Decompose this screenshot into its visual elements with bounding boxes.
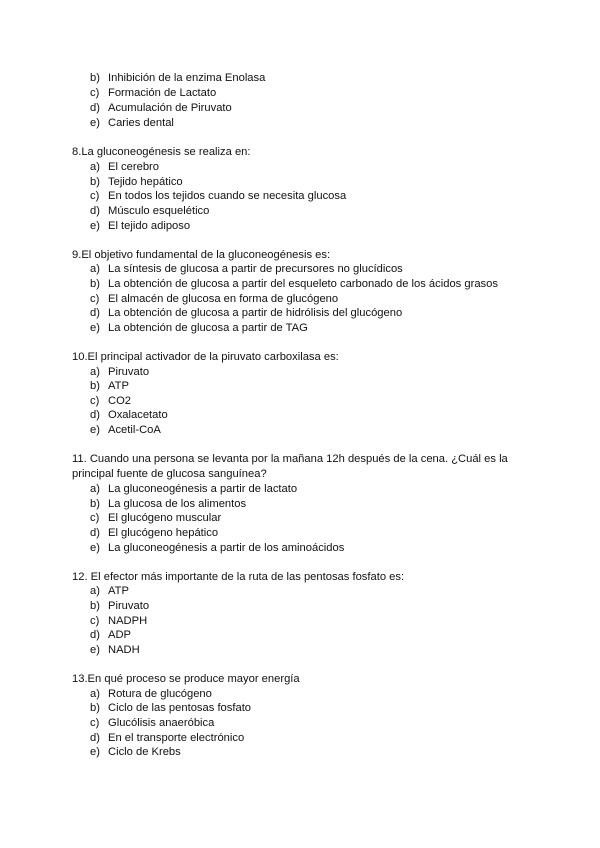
option-item: b) Ciclo de las pentosas fosfato <box>90 702 252 714</box>
option-item: a) Rotura de glucógeno <box>90 688 212 700</box>
option-item: e) Caries dental <box>90 117 174 129</box>
option-item: b) La glucosa de los alimentos <box>90 498 247 510</box>
option-item: d) Oxalacetato <box>90 409 168 421</box>
option-item: c) En todos los tejidos cuando se necesita glucosa <box>90 190 347 202</box>
option-item: a) La gluconeogénesis a partir de lactato <box>90 483 298 495</box>
option-item: d) El glucógeno hepático <box>90 527 219 539</box>
option-item: a) Piruvato <box>90 366 150 378</box>
option-item: d) ADP <box>90 629 132 641</box>
option-item: c) CO2 <box>90 395 132 407</box>
option-item: c) Glucólisis anaeróbica <box>90 717 215 729</box>
option-item: d) En el transporte electrónico <box>90 732 245 744</box>
option-item: e) El tejido adiposo <box>90 220 191 232</box>
question-11-text-continued: principal fuente de glucosa sanguínea? <box>72 468 267 480</box>
question-10-text: 10.El principal activador de la piruvato carboxilasa es: <box>72 351 339 363</box>
option-item: a) La síntesis de glucosa a partir de precursores no glucídicos <box>90 263 403 275</box>
question-9-text: 9.El objetivo fundamental de la gluconeogénesis es: <box>72 249 331 261</box>
question-12-text: 12. El efector más importante de la ruta de las pentosas fosfato es: <box>72 571 405 583</box>
question-11-text: 11. Cuando una persona se levanta por la mañana 12h después de la cena. ¿Cuál es la <box>72 453 508 465</box>
option-item: b) La obtención de glucosa a partir del esqueleto carbonado de los ácidos grasos <box>90 278 498 290</box>
option-item: b) Inhibición de la enzima Enolasa <box>90 72 266 84</box>
question-8-text: 8.La gluconeogénesis se realiza en: <box>72 146 251 158</box>
option-item: d) La obtención de glucosa a partir de hidrólisis del glucógeno <box>90 307 403 319</box>
option-item: c) Formación de Lactato <box>90 87 217 99</box>
option-item: c) NADPH <box>90 615 148 627</box>
option-item: e) La gluconeogénesis a partir de los aminoácidos <box>90 542 345 554</box>
option-item: e) Ciclo de Krebs <box>90 746 181 758</box>
option-item: e) NADH <box>90 644 140 656</box>
option-item: b) Tejido hepático <box>90 176 183 188</box>
question-13-text: 13.En qué proceso se produce mayor energía <box>72 673 300 685</box>
option-item: d) Acumulación de Piruvato <box>90 102 232 114</box>
option-item: c) El almacén de glucosa en forma de glucógeno <box>90 293 339 305</box>
option-item: b) ATP <box>90 380 129 392</box>
option-item: a) ATP <box>90 585 129 597</box>
option-item: e) Acetil-CoA <box>90 424 161 436</box>
option-item: a) El cerebro <box>90 161 159 173</box>
option-item: c) El glucógeno muscular <box>90 512 222 524</box>
option-item: e) La obtención de glucosa a partir de TAG <box>90 322 308 334</box>
option-item: b) Piruvato <box>90 600 150 612</box>
option-item: d) Músculo esquelético <box>90 205 210 217</box>
